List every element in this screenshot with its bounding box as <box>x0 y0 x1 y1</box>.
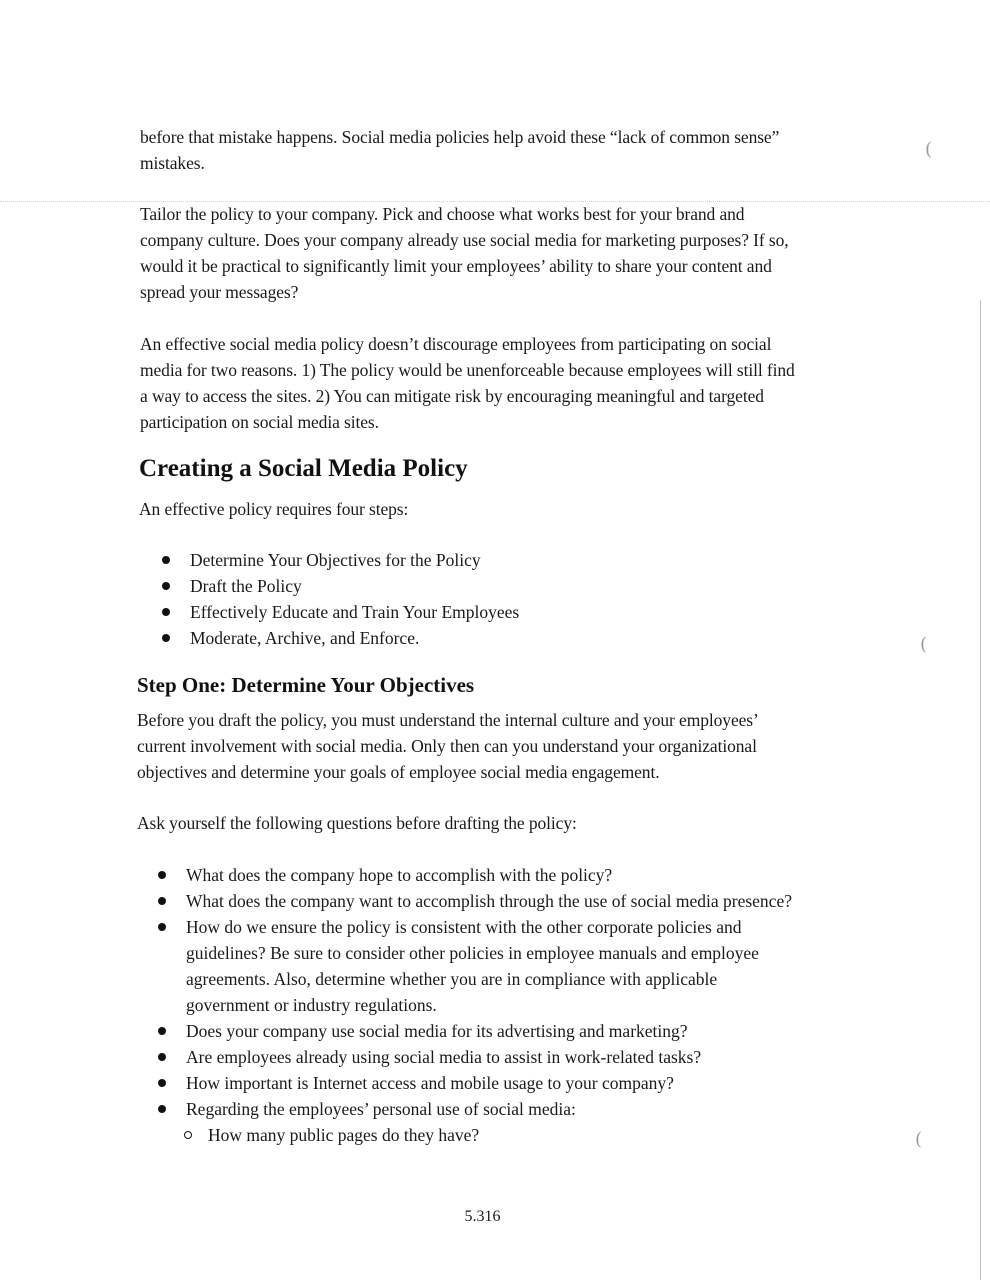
paragraph-line: company culture. Does your company already use social media for marketing purposes? If so, <box>140 230 789 250</box>
tailor-paragraph <box>140 201 789 305</box>
paragraph-line: An effective social media policy doesn’t discourage employees from participating on social <box>140 334 772 354</box>
steps-list <box>140 547 519 651</box>
list-item: Determine Your Objectives for the Policy <box>140 547 519 573</box>
bullet-icon <box>158 1105 166 1113</box>
bullet-icon <box>162 634 170 642</box>
bullet-icon <box>162 582 170 590</box>
list-item: How important is Internet access and mobile usage to your company? <box>136 1070 792 1096</box>
step-one-paragraph <box>137 707 759 785</box>
hollow-bullet-icon <box>184 1131 192 1139</box>
sub-list-item: How many public pages do they have? <box>136 1122 792 1148</box>
paragraph-line: Tailor the policy to your company. Pick and choose what works best for your brand and <box>140 204 745 224</box>
bullet-icon <box>158 1053 166 1061</box>
paragraph-line: current involvement with social media. Only then can you understand your organizational <box>137 736 757 756</box>
list-item: Draft the Policy <box>140 573 519 599</box>
paragraph-line: participation on social media sites. <box>140 412 379 432</box>
effective-paragraph <box>140 331 795 435</box>
page-edge-line <box>980 300 981 1280</box>
paragraph-line: objectives and determine your goals of employee social media engagement. <box>137 762 660 782</box>
bullet-icon <box>158 1027 166 1035</box>
list-item: Effectively Educate and Train Your Employees <box>140 599 519 625</box>
questions-list <box>136 862 792 1148</box>
paragraph-line: mistakes. <box>140 153 205 173</box>
bullet-icon <box>158 1079 166 1087</box>
paragraph-line: media for two reasons. 1) The policy would be unenforceable because employees will still find <box>140 360 795 380</box>
margin-mark: ( <box>925 139 933 160</box>
questions-intro: Ask yourself the following questions before drafting the policy: <box>137 813 577 833</box>
intro-paragraph <box>140 124 779 176</box>
page-number: 5.316 <box>464 1208 501 1225</box>
list-item: Does your company use social media for its advertising and marketing? <box>136 1018 792 1044</box>
bullet-icon <box>162 608 170 616</box>
list-item: Regarding the employees’ personal use of social media: <box>136 1096 792 1122</box>
list-item: What does the company want to accomplish through the use of social media presence? <box>136 888 792 914</box>
list-item: Are employees already using social media to assist in work-related tasks? <box>136 1044 792 1070</box>
steps-intro: An effective policy requires four steps: <box>139 499 409 519</box>
paragraph-line: would it be practical to significantly limit your employees’ ability to share your content and <box>140 256 772 276</box>
bullet-icon <box>158 923 166 931</box>
bullet-icon <box>158 871 166 879</box>
margin-mark: ( <box>920 634 928 655</box>
paragraph-line: a way to access the sites. 2) You can mitigate risk by encouraging meaningful and targeted <box>140 386 764 406</box>
margin-mark: ( <box>915 1129 923 1150</box>
paragraph-line: spread your messages? <box>140 282 299 302</box>
list-item: How do we ensure the policy is consistent with the other corporate policies and guidelines? Be sure to consider other policies in employee manuals and employee agreements. Also, determine whether you are in compliance with applicable government or industry regulations. <box>136 914 792 1018</box>
step-one-heading: Step One: Determine Your Objectives <box>137 673 475 697</box>
list-item: What does the company hope to accomplish with the policy? <box>136 862 792 888</box>
bullet-icon <box>158 897 166 905</box>
list-item: Moderate, Archive, and Enforce. <box>140 625 519 651</box>
section-heading: Creating a Social Media Policy <box>139 455 468 482</box>
bullet-icon <box>162 556 170 564</box>
paragraph-line: Before you draft the policy, you must understand the internal culture and your employees’ <box>137 710 759 730</box>
paragraph-line: before that mistake happens. Social media policies help avoid these “lack of common sense” <box>140 127 780 147</box>
